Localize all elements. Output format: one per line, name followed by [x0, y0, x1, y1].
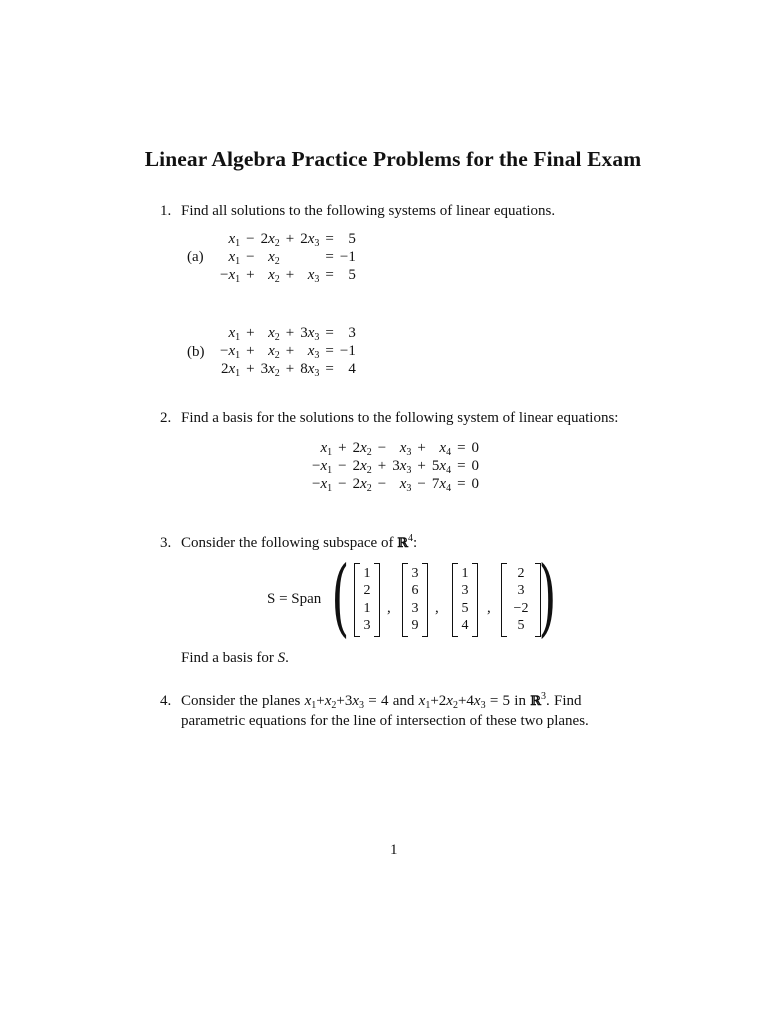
find-basis-text: Find a basis for S.	[181, 650, 289, 666]
vector-2	[402, 563, 428, 637]
comma: ,	[487, 600, 491, 616]
equation-row: $-x_1$ + $x_2$ + $x_3$ = −1	[220, 343, 356, 361]
comma: ,	[387, 600, 391, 616]
comma: ,	[435, 600, 439, 616]
equation-row: $-x_1$ − $2x_2$ − $x_3$ − $7x_4$ = 0	[312, 476, 480, 494]
problem-4-number: 4.	[160, 693, 172, 709]
vector-entry: 6	[411, 583, 419, 598]
vector-entry: 5	[461, 601, 469, 616]
problem-4-text-line-1: Consider the planes $x_1+x_2+3x_3 = 4$ and $x_1+2x_2+4x_3 = 5$ in ℝ$^3$. Find	[181, 691, 582, 711]
document-title: Linear Algebra Practice Problems for the Final Exam	[144, 147, 642, 171]
problem-3-number: 3.	[160, 535, 172, 551]
problem-2-text: Find a basis for the solutions to the following system of linear equations:	[181, 410, 619, 426]
vector-entry: 3	[363, 618, 371, 633]
equation-row: $x_1$ + $x_2$ + $3x_3$ = 3	[228, 325, 356, 343]
equation-row: $-x_1$ − $2x_2$ + $3x_3$ + $5x_4$ = 0	[312, 458, 480, 476]
part-b-label: (b)	[187, 344, 205, 360]
system-b	[218, 324, 358, 378]
equation-row: $-x_1$ + $x_2$ + $x_3$ = 5	[220, 267, 356, 285]
vector-1	[354, 563, 380, 637]
problem-4-text-line-2: parametric equations for the line of intersection of these two planes.	[181, 713, 589, 729]
system-a	[218, 230, 358, 284]
vector-3	[452, 563, 478, 637]
right-paren: )	[538, 548, 557, 646]
vector-entry: 3	[517, 583, 525, 598]
equation-row: $x_1$ − $2x_2$ + $2x_3$ = 5	[228, 231, 356, 249]
problem-1-number: 1.	[160, 203, 172, 219]
vector-entry: 3	[411, 566, 419, 581]
problem-2-number: 2.	[160, 410, 172, 426]
vector-entry: 3	[461, 583, 469, 598]
vector-entry: 3	[411, 601, 419, 616]
span-label: S = Span	[267, 591, 322, 607]
vector-entry: 2	[517, 566, 525, 581]
vector-entry: 4	[461, 618, 469, 633]
vector-entry: 5	[517, 618, 525, 633]
vector-4	[501, 563, 541, 637]
problem-1-text: Find all solutions to the following systems of linear equations.	[181, 203, 556, 219]
equation-row: $x_1$ + $2x_2$ − $x_3$ + $x_4$ = 0	[320, 440, 480, 458]
vector-entry: 9	[411, 618, 419, 633]
part-a-label: (a)	[187, 249, 204, 265]
vector-entry: 1	[461, 566, 469, 581]
page-number: 1	[390, 842, 398, 858]
vector-entry: 1	[363, 566, 371, 581]
problem-3-text: Consider the following subspace of ℝ$^4$:	[181, 533, 418, 551]
vector-entry: −2	[513, 601, 529, 616]
equation-row: $2x_1$ + $3x_2$ + $8x_3$ = 4	[220, 361, 356, 379]
vector-entry: 2	[363, 583, 371, 598]
vector-entry: 1	[363, 601, 371, 616]
system-2	[310, 439, 481, 493]
left-paren: (	[331, 548, 350, 646]
equation-row: $x_1$ − $x_2$ = −1	[228, 249, 356, 267]
